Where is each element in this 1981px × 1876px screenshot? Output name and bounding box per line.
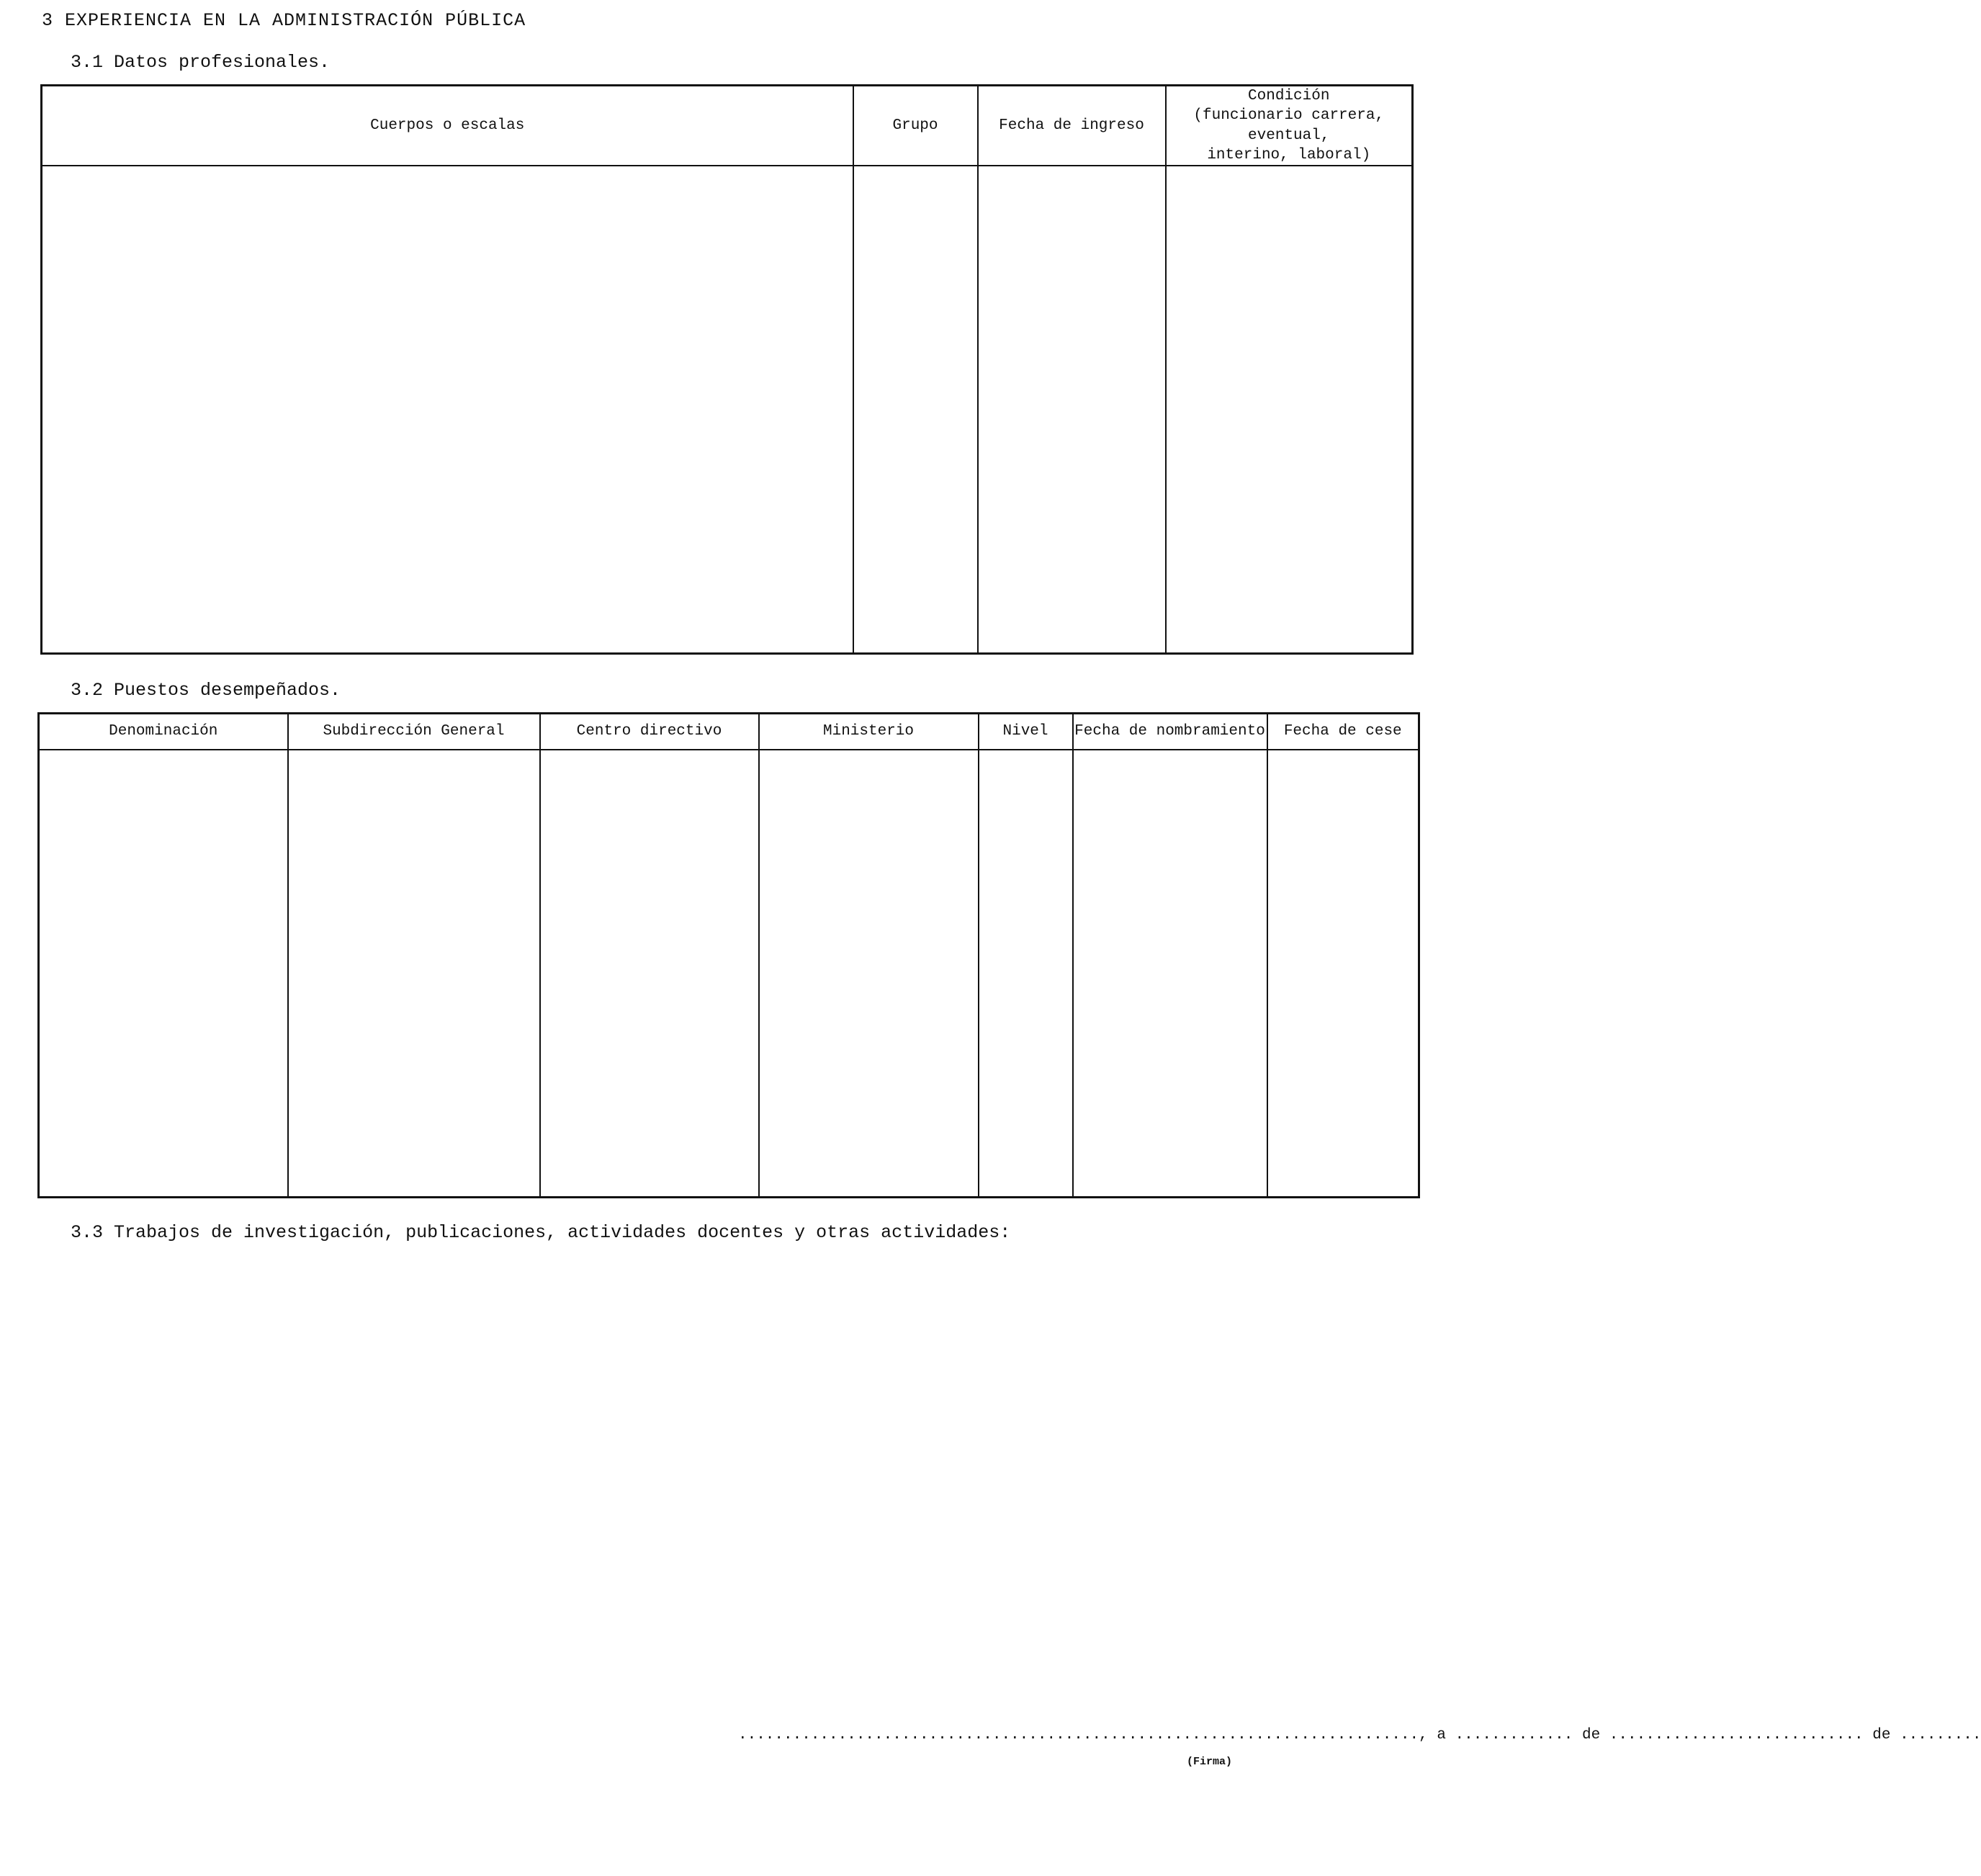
subdireccion-entry-cell[interactable]: [288, 750, 540, 1198]
positions-held-header-row: [39, 714, 1419, 750]
fecha-ingreso-entry-cell[interactable]: [978, 166, 1166, 653]
column-header-fecha-ingreso: Fecha de ingreso: [978, 86, 1166, 166]
ministerio-entry-cell[interactable]: [759, 750, 979, 1198]
positions-held-title: 3.2 Puestos desempeñados.: [71, 680, 341, 701]
column-header-cuerpos: Cuerpos o escalas: [42, 86, 853, 166]
positions-held-entry-row: [39, 750, 1419, 1198]
research-work-title: 3.3 Trabajos de investigación, publicaciones, actividades docentes y otras actividades:: [71, 1222, 1011, 1243]
column-header-fecha-cese: Fecha de cese: [1267, 714, 1419, 750]
positions-held-table: [37, 712, 1420, 1198]
nivel-entry-cell[interactable]: [979, 750, 1073, 1198]
section-title: 3 EXPERIENCIA EN LA ADMINISTRACIÓN PÚBLICA: [42, 10, 526, 31]
centro-directivo-entry-cell[interactable]: [540, 750, 759, 1198]
professional-data-title: 3.1 Datos profesionales.: [71, 52, 331, 73]
signature-date-line[interactable]: ..........................................................................., a ............. de ............................ de .........: [738, 1727, 1981, 1743]
column-header-grupo: Grupo: [853, 86, 978, 166]
column-header-centro-directivo: Centro directivo: [540, 714, 759, 750]
column-header-condicion: Condición (funcionario carrera, eventual, interino, laboral): [1166, 86, 1413, 166]
column-header-subdireccion: Subdirección General: [288, 714, 540, 750]
column-header-fecha-nombramiento: Fecha de nombramiento: [1073, 714, 1267, 750]
professional-data-entry-row: [42, 166, 1413, 653]
condicion-entry-cell[interactable]: [1166, 166, 1413, 653]
denominacion-entry-cell[interactable]: [39, 750, 288, 1198]
grupo-entry-cell[interactable]: [853, 166, 978, 653]
cuerpos-entry-cell[interactable]: [42, 166, 853, 653]
fecha-nombramiento-entry-cell[interactable]: [1073, 750, 1267, 1198]
column-header-denominacion: Denominación: [39, 714, 288, 750]
signature-caption: (Firma): [1187, 1756, 1233, 1768]
fecha-cese-entry-cell[interactable]: [1267, 750, 1419, 1198]
column-header-nivel: Nivel: [979, 714, 1073, 750]
professional-data-table: [40, 84, 1414, 655]
professional-data-header-row: [42, 86, 1413, 166]
column-header-ministerio: Ministerio: [759, 714, 979, 750]
